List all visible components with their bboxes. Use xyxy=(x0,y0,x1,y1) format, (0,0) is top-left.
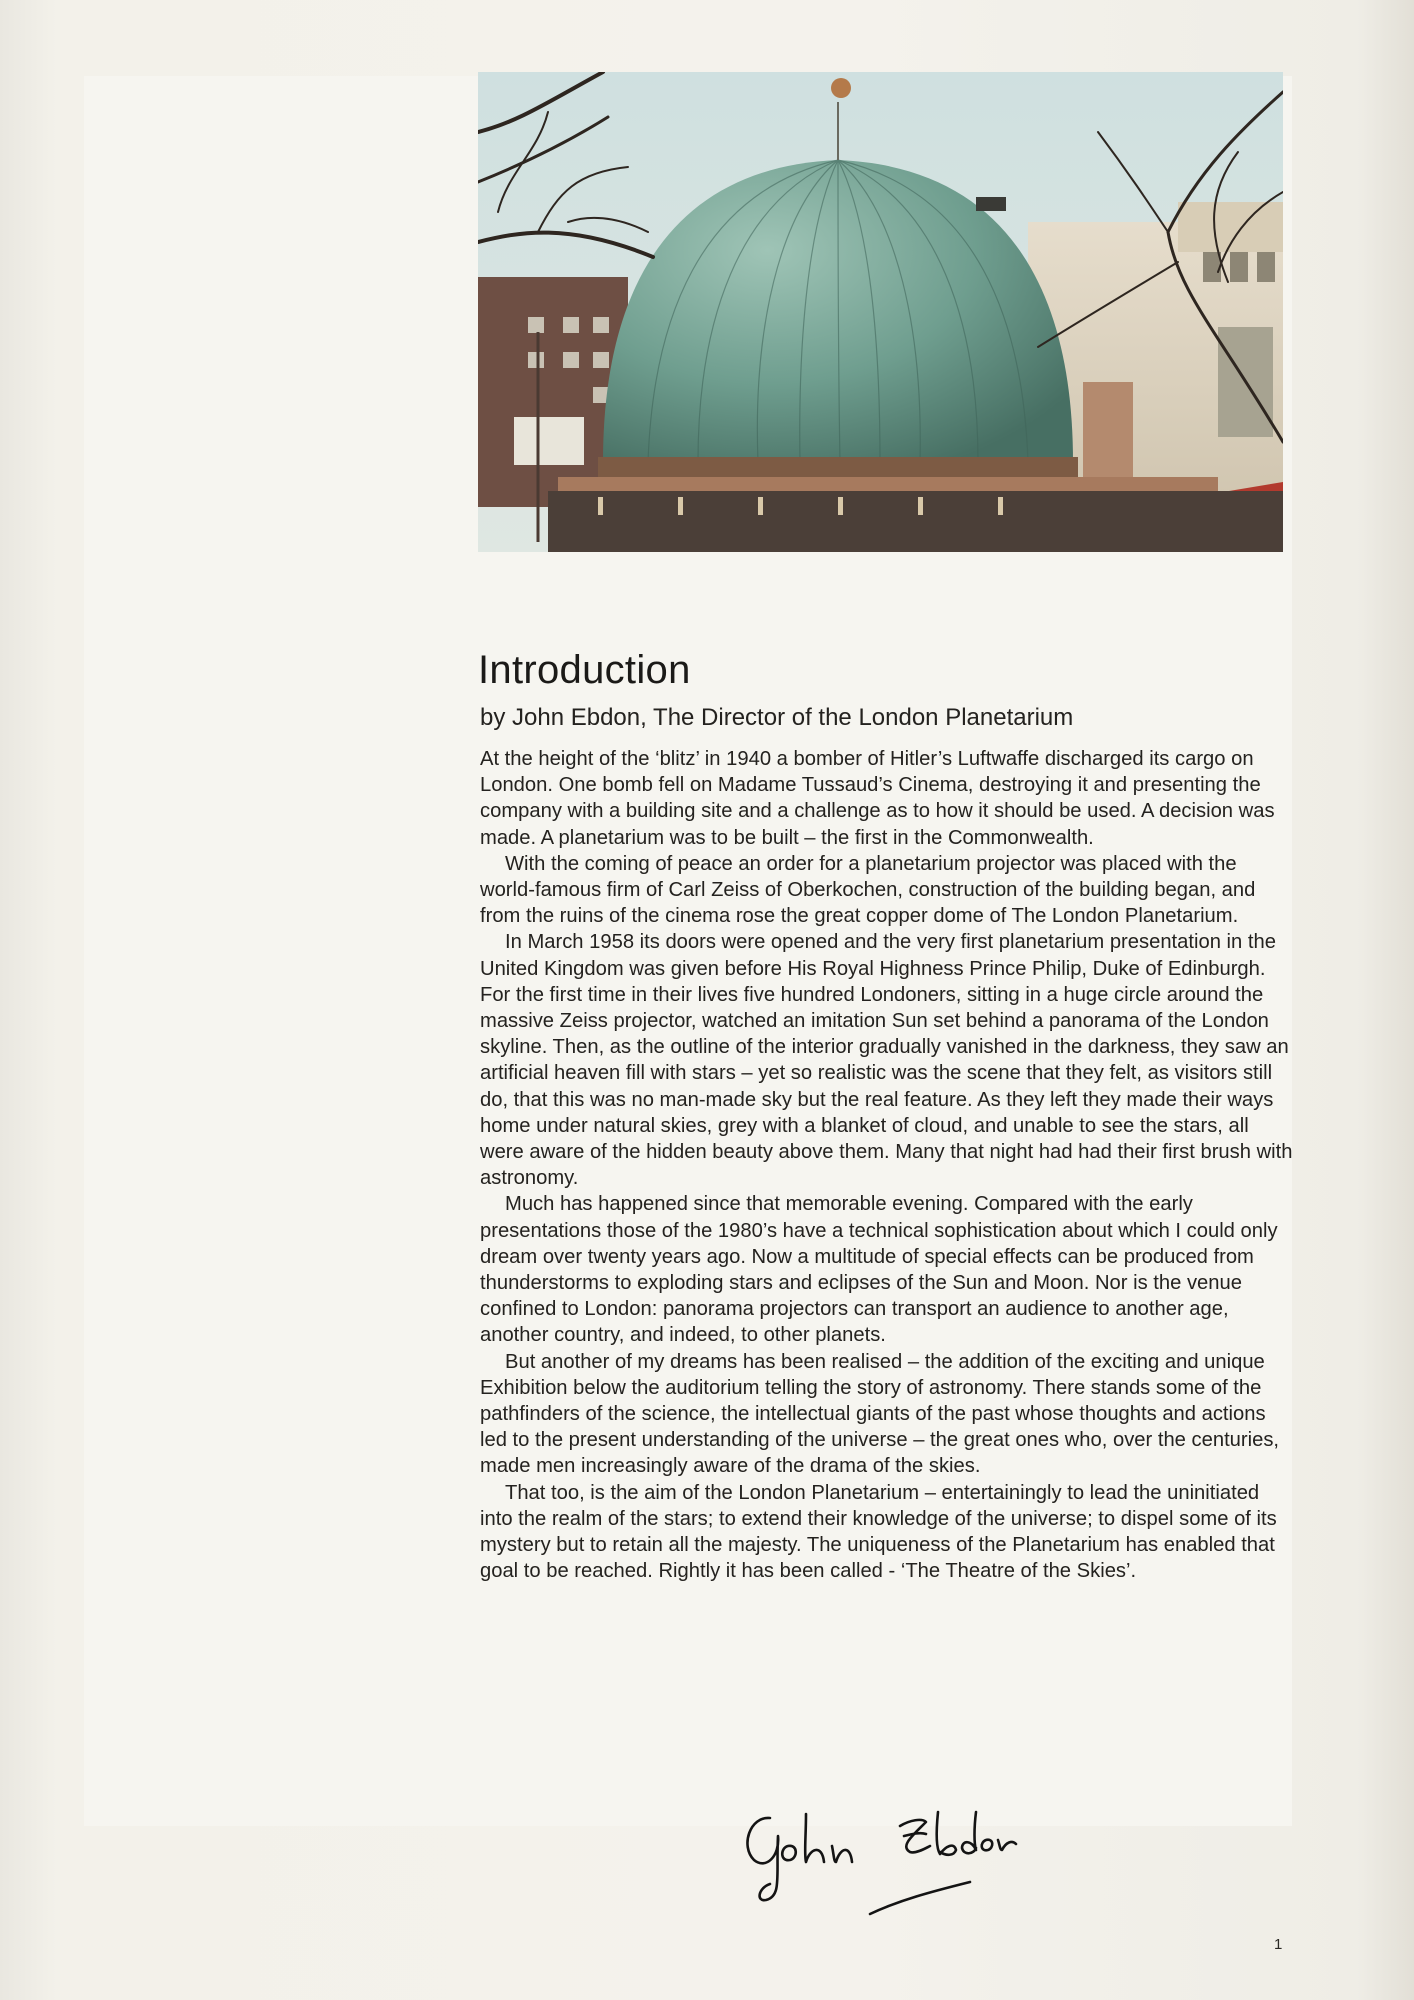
paragraph: At the height of the ‘blitz’ in 1940 a bomber of Hitler’s Luftwaffe discharged its cargo on London. One bomb fell on Madame Tussaud’s Cinema, destroying it and presenting the company with a building site and a challenge as to how it should be used. A decision was made. A planetarium was to be built – the first in the Commonwealth. xyxy=(480,748,1275,849)
paragraph: In March 1958 its doors were opened and the very first planetarium presentation in the United Kingdom was given before His Royal Highness Prince Philip, Duke of Edinburgh. For the first time in their lives five hundred Londoners, sitting in a huge circle around the massive Zeiss projector, watched an imitation Sun set behind a panorama of the London skyline. Then, as the outline of the interior gradually vanished in the darkness, they saw an artificial heaven fill with stars – yet so realistic was the scene that they felt, as visitors still do, that this was no man-made sky but the real feature. As they left they made their ways home under natural skies, grey with a blanket of cloud, and unable to see the stars, all were aware of the hidden beauty above them. Many that night had had their first brush with astronomy. xyxy=(480,931,1293,1190)
planetarium-dome-photo xyxy=(478,72,1283,552)
signature xyxy=(740,1796,1040,1920)
article-body xyxy=(480,746,1295,1585)
byline: by John Ebdon, The Director of the London Planetarium xyxy=(480,704,1074,731)
page-title: Introduction xyxy=(478,648,691,692)
paragraph: With the coming of peace an order for a planetarium projector was placed with the world-famous firm of Carl Zeiss of Oberkochen, construction of the building began, and from the ruins of the cinema rose the great copper dome of The London Planetarium. xyxy=(480,852,1256,928)
page-number: 1 xyxy=(1274,1936,1283,1953)
paragraph: That too, is the aim of the London Planetarium – entertainingly to lead the uninitiated into the realm of the stars; to extend their knowledge of the universe; to dispel some of its mystery but to retain all the majesty. The uniqueness of the Planetarium has enabled that goal to be reached. Rightly it has been called - ‘The Theatre of the Skies’. xyxy=(480,1481,1277,1583)
paragraph: But another of my dreams has been realised – the addition of the exciting and unique Exhibition below the auditorium telling the story of astronomy. There stands some of the pathfinders of the science, the intellectual giants of the past whose thoughts and actions led to the present understanding of the universe – the great ones who, over the centuries, made men increasingly aware of the drama of the skies. xyxy=(480,1350,1280,1478)
paragraph: Much has happened since that memorable evening. Compared with the early presentations those of the 1980’s have a technical sophistication about which I could only dream over twenty years ago. Now a multitude of special effects can be produced from thunderstorms to exploding stars and eclipses of the Sun and Moon. Nor is the venue confined to London: panorama projectors can transport an audience to another age, another country, and indeed, to other planets. xyxy=(480,1193,1278,1347)
handwritten-signature-icon xyxy=(740,1796,1040,1920)
planetarium-dome-illustration xyxy=(478,72,1283,552)
